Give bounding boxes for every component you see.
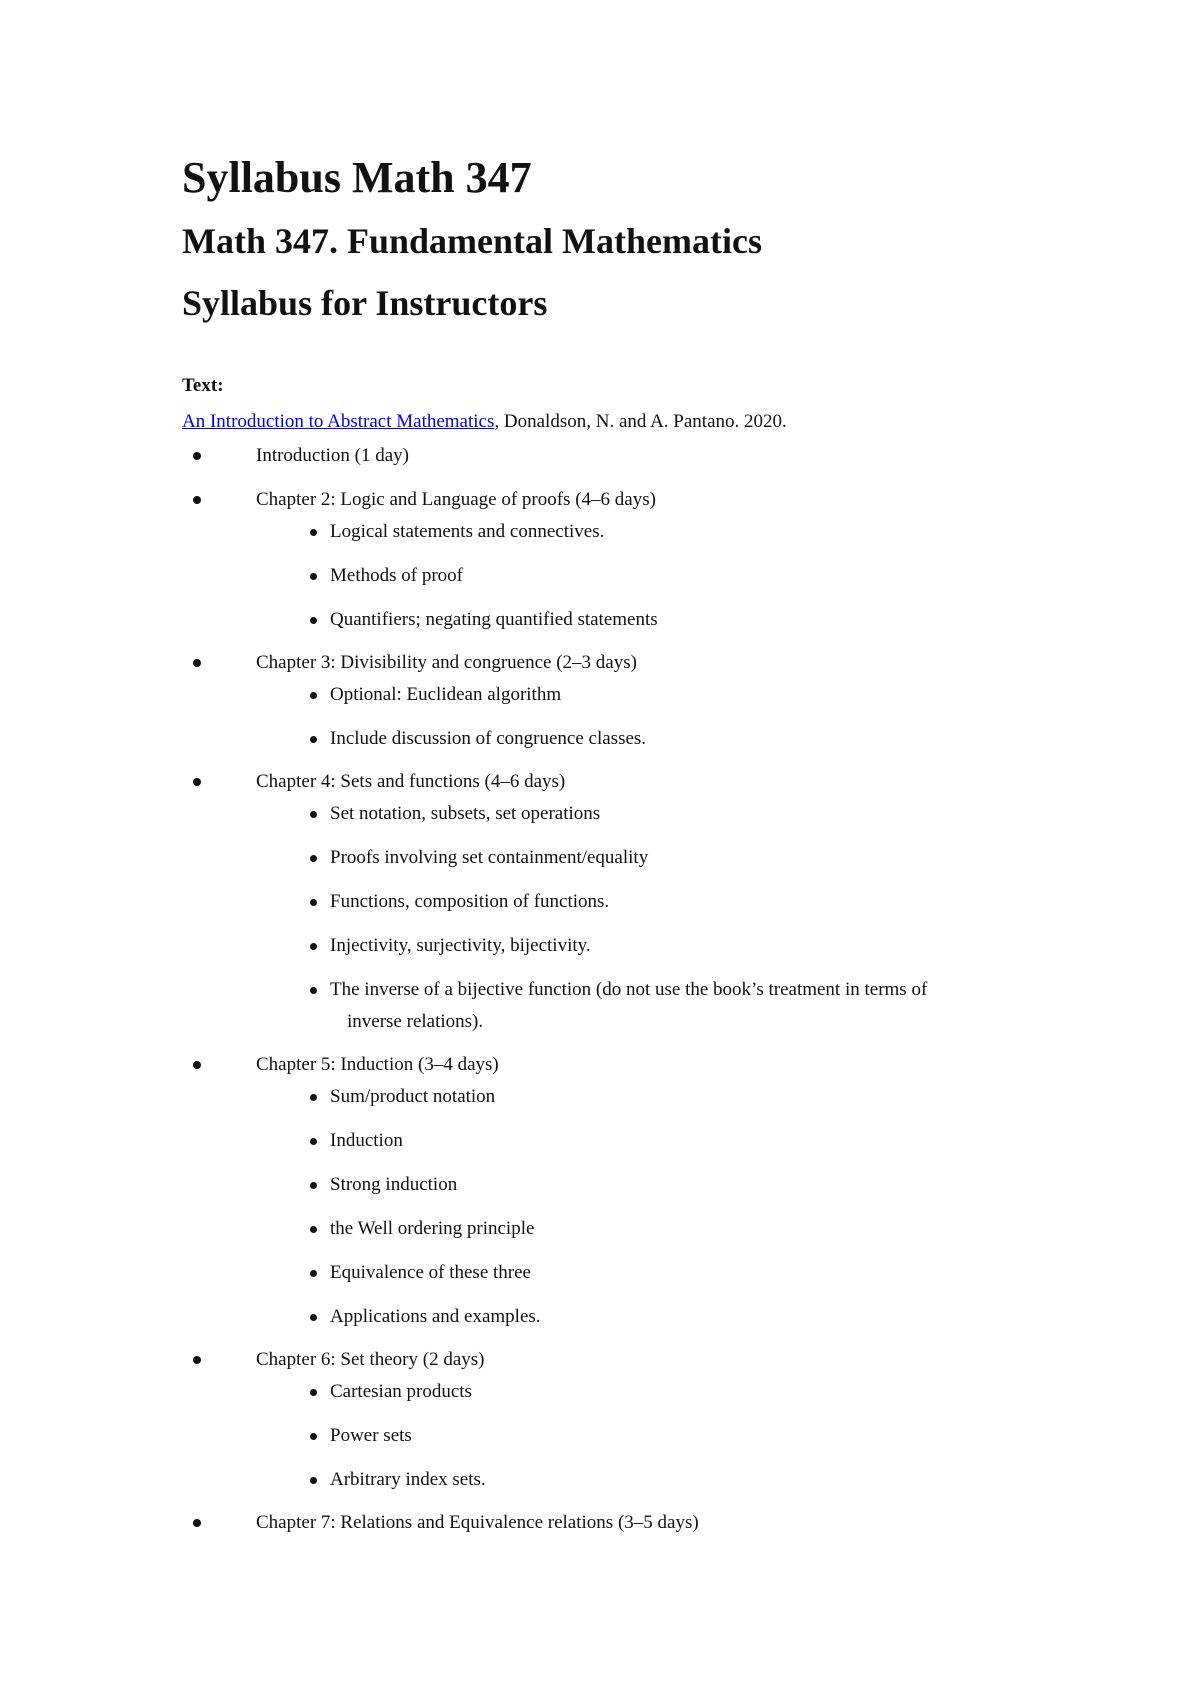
outline-sub-bullet — [310, 1389, 317, 1396]
outline-topic: Functions, composition of functions. — [330, 891, 610, 912]
outline-bullet — [193, 778, 201, 786]
outline-topic: Injectivity, surjectivity, bijectivity. — [330, 935, 591, 956]
outline-topic: Proofs involving set containment/equality — [330, 847, 649, 868]
outline-sub-bullet — [310, 1270, 317, 1277]
outline-sub-bullet — [310, 529, 317, 536]
outline-topic: Set notation, subsets, set operations — [330, 803, 601, 824]
outline-topic: Logical statements and connectives. — [330, 521, 605, 542]
outline-sub-bullet — [310, 1477, 317, 1484]
outline-chapter: Chapter 4: Sets and functions (4–6 days) — [256, 771, 566, 792]
outline-sub-bullet — [310, 736, 317, 743]
outline-topic: Power sets — [330, 1425, 412, 1446]
outline-topic: Arbitrary index sets. — [330, 1469, 486, 1490]
outline-sub-bullet — [310, 573, 317, 580]
outline-sub-bullet — [310, 617, 317, 624]
outline-sub-bullet — [310, 811, 317, 818]
outline-bullet — [193, 1061, 201, 1069]
outline-chapter: Chapter 3: Divisibility and congruence (2–3 days) — [256, 652, 637, 673]
outline-topic: Quantifiers; negating quantified statements — [330, 609, 658, 630]
outline-sub-bullet — [310, 1226, 317, 1233]
outline-sub-bullet — [310, 899, 317, 906]
outline-topic: The inverse of a bijective function (do not use the book’s treatment in terms of — [330, 979, 928, 1000]
outline-bullet — [193, 1356, 201, 1364]
outline-topic: the Well ordering principle — [330, 1218, 535, 1239]
outline-topic: Sum/product notation — [330, 1086, 496, 1107]
outline-topic: Cartesian products — [330, 1381, 472, 1402]
outline-sub-bullet — [310, 943, 317, 950]
outline-bullet — [193, 659, 201, 667]
outline-topic: Equivalence of these three — [330, 1262, 531, 1283]
outline-chapter: Chapter 6: Set theory (2 days) — [256, 1349, 485, 1370]
textbook-authors: , Donaldson, N. and A. Pantano. 2020. — [494, 411, 787, 432]
textbook-link[interactable]: An Introduction to Abstract Mathematics — [182, 411, 495, 432]
outline-topic: Methods of proof — [330, 565, 463, 586]
outline-chapter: Chapter 2: Logic and Language of proofs (4–6 days) — [256, 489, 656, 510]
outline-bullet — [193, 496, 201, 504]
outline-topic: Optional: Euclidean algorithm — [330, 684, 562, 705]
outline-bullet — [193, 452, 201, 460]
outline-sub-bullet — [310, 1094, 317, 1101]
outline-sub-bullet — [310, 1138, 317, 1145]
syllabus-heading: Syllabus for Instructors — [182, 283, 548, 323]
outline-topic: Strong induction — [330, 1174, 458, 1195]
outline-topic: Induction — [330, 1130, 403, 1151]
outline-sub-bullet — [310, 692, 317, 699]
outline-sub-bullet — [310, 1433, 317, 1440]
page-title: Syllabus Math 347 — [182, 153, 532, 202]
outline-chapter: Chapter 7: Relations and Equivalence relations (3–5 days) — [256, 1512, 699, 1533]
course-title: Math 347. Fundamental Mathematics — [182, 221, 762, 261]
outline-sub-bullet — [310, 1314, 317, 1321]
text-label: Text: — [182, 375, 224, 396]
outline-sub-bullet — [310, 855, 317, 862]
outline-topic: Include discussion of congruence classes. — [330, 728, 647, 749]
outline-topic: Applications and examples. — [330, 1306, 541, 1327]
outline-topic-continuation: inverse relations). — [347, 1011, 484, 1032]
outline-chapter: Chapter 5: Induction (3–4 days) — [256, 1054, 499, 1075]
outline-sub-bullet — [310, 1182, 317, 1189]
outline-chapter: Introduction (1 day) — [256, 445, 410, 466]
outline-bullet — [193, 1519, 201, 1527]
outline-sub-bullet — [310, 987, 317, 994]
